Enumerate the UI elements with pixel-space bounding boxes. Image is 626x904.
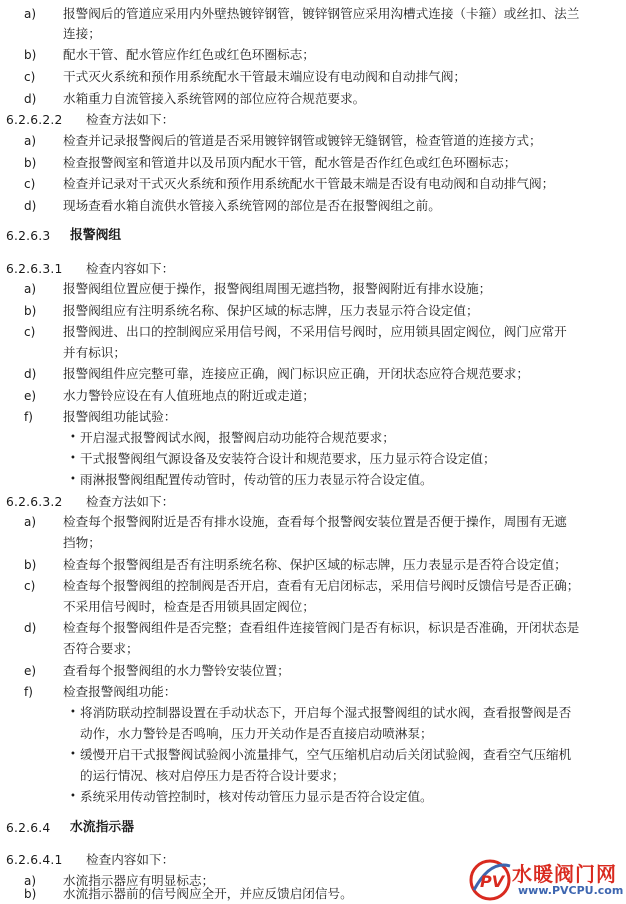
bullet-continuation (0, 724, 626, 744)
bullet-dot-icon: • (70, 791, 76, 802)
item-text: 报警阀组位置应便于操作，报警阀组周围无遮挡物，报警阀附近有排水设施； (63, 281, 492, 296)
bullet-item (0, 703, 626, 723)
list-item (0, 322, 626, 342)
clause-title: 检查方法如下： (86, 112, 175, 127)
list-item (0, 364, 626, 384)
bullet-text: 缓慢开启干式报警阀试验阀小流量排气，空气压缩机启动后关闭试验阀，查看空气压缩机 (80, 747, 572, 762)
bullet-item (0, 428, 626, 448)
item-text: 报警阀进、出口的控制阀应采用信号阀，不采用信号阀时，应用锁具固定阀位，阀门应常开 (63, 324, 567, 339)
list-item (0, 555, 626, 575)
logo-letters: PV (480, 872, 505, 891)
pv-logo-icon (468, 856, 514, 904)
item-text: 检查并记录报警阀后的管道是否采用镀锌钢管或镀锌无缝钢管，检查管道的连接方式； (63, 133, 542, 148)
list-item (0, 196, 626, 216)
clause-heading (0, 259, 626, 279)
list-item (0, 512, 626, 532)
section-title: 报警阀组 (70, 228, 122, 243)
item-marker: a) (24, 515, 37, 529)
item-marker: e) (24, 664, 37, 678)
item-text: 报警阀组功能试验： (63, 409, 177, 424)
list-item (0, 174, 626, 194)
item-marker: d) (24, 199, 37, 213)
item-text: 检查报警阀组功能： (63, 684, 177, 699)
clause-title: 检查内容如下： (86, 852, 175, 867)
item-marker: c) (24, 325, 36, 339)
item-marker: b) (24, 156, 37, 170)
item-text: 干式灭火系统和预作用系统配水干管最末端应设有电动阀和自动排气阀； (63, 69, 466, 84)
item-text: 报警阀组件应完整可靠，连接应正确，阀门标识应正确，开闭状态应符合规范要求； (63, 366, 529, 381)
bullet-dot-icon: • (70, 432, 76, 443)
item-text: 检查每个报警阀组的控制阀是否开启，查看有无启闭标志，采用信号阀时反馈信号是否正确； (63, 578, 580, 593)
item-marker: f) (24, 410, 33, 424)
item-marker: f) (24, 685, 33, 699)
list-item-continuation (0, 597, 626, 617)
item-marker: a) (24, 874, 37, 888)
site-url: www.PVCPU.com (518, 884, 624, 897)
site-name: 水暖阀门网 (512, 862, 617, 886)
list-item-continuation (0, 24, 626, 44)
item-marker: b) (24, 887, 37, 901)
item-text: 报警阀组应有注明系统名称、保护区域的标志牌，压力表显示符合设定值； (63, 303, 479, 318)
item-marker: b) (24, 304, 37, 318)
bullet-item (0, 449, 626, 469)
item-text: 检查报警阀室和管道井以及吊顶内配水干管，配水管是否作红色或红色环圈标志； (63, 155, 517, 170)
clause-heading (0, 110, 626, 130)
clause-number: 6.2.6.2.2 (6, 113, 63, 127)
section-heading (0, 818, 626, 838)
item-text: 配水干管、配水管应作红色或红色环圈标志； (63, 47, 315, 62)
bullet-item (0, 470, 626, 490)
bullet-dot-icon: • (70, 749, 76, 760)
bullet-text: 将消防联动控制器设置在手动状态下，开启每个湿式报警阀组的试水阀，查看报警阀是否 (80, 705, 572, 720)
item-text: 并有标识； (63, 345, 126, 360)
bullet-text: 动作，水力警铃是否鸣响，压力开关动作是否直接启动喷淋泵； (80, 726, 433, 741)
item-text: 水流指示器前的信号阀应全开，并应反馈启闭信号。 (63, 886, 353, 901)
list-item-continuation (0, 343, 626, 363)
item-marker: a) (24, 7, 37, 21)
bullet-text: 的运行情况、核对启停压力是否符合设计要求； (80, 768, 345, 783)
clause-number: 6.2.6.3.1 (6, 262, 63, 276)
bullet-dot-icon: • (70, 707, 76, 718)
watermark-logo (468, 856, 626, 904)
list-item (0, 576, 626, 596)
item-text: 现场查看水箱自流供水管接入系统管网的部位是否在报警阀组之前。 (63, 198, 441, 213)
item-marker: d) (24, 367, 37, 381)
section-heading (0, 226, 626, 246)
list-item (0, 407, 626, 427)
list-item (0, 301, 626, 321)
item-text: 挡物； (63, 535, 101, 550)
list-item (0, 279, 626, 299)
bullet-item (0, 787, 626, 807)
clause-number: 6.2.6.4.1 (6, 853, 63, 867)
list-item (0, 386, 626, 406)
list-item (0, 89, 626, 109)
section-number: 6.2.6.4 (6, 821, 51, 835)
item-text: 检查每个报警阀附近是否有排水设施，查看每个报警阀安装位置是否便于操作，周围有无遮 (63, 514, 567, 529)
item-marker: c) (24, 579, 36, 593)
item-marker: c) (24, 70, 36, 84)
list-item (0, 153, 626, 173)
bullet-text: 开启湿式报警阀试水阀，报警阀启动功能符合规范要求； (80, 430, 395, 445)
item-marker: d) (24, 92, 37, 106)
bullet-text: 雨淋报警阀组配置传动管时，传动管的压力表显示符合设定值。 (80, 472, 433, 487)
section-number: 6.2.6.3 (6, 229, 51, 243)
item-text: 查看每个报警阀组的水力警铃安装位置； (63, 663, 290, 678)
clause-title: 检查内容如下： (86, 261, 175, 276)
bullet-item (0, 745, 626, 765)
list-item-continuation (0, 639, 626, 659)
bullet-text: 干式报警阀组气源设备及安装符合设计和规范要求，压力显示符合设定值； (80, 451, 496, 466)
item-text: 水力警铃应设在有人值班地点的附近或走道； (63, 388, 315, 403)
item-text: 连接； (63, 26, 101, 41)
item-text: 检查并记录对干式灭火系统和预作用系统配水干管最末端是否设有电动阀和自动排气阀； (63, 176, 555, 191)
clause-number: 6.2.6.3.2 (6, 495, 63, 509)
item-marker: a) (24, 282, 37, 296)
bullet-text: 系统采用传动管控制时，核对传动管压力显示是否符合设定值。 (80, 789, 433, 804)
item-marker: b) (24, 48, 37, 62)
list-item (0, 45, 626, 65)
item-marker: b) (24, 558, 37, 572)
item-text: 水箱重力自流管接入系统管网的部位应符合规范要求。 (63, 91, 366, 106)
item-marker: a) (24, 134, 37, 148)
list-item (0, 661, 626, 681)
item-text: 否符合要求； (63, 641, 139, 656)
bullet-continuation (0, 766, 626, 786)
item-text: 不采用信号阀时，检查是否用锁具固定阀位； (63, 599, 315, 614)
list-item (0, 131, 626, 151)
list-item-continuation (0, 533, 626, 553)
item-text: 报警阀后的管道应采用内外壁热镀锌钢管，镀锌钢管应采用沟槽式连接（卡箍）或丝扣、法兰 (63, 6, 580, 21)
list-item (0, 618, 626, 638)
item-marker: e) (24, 389, 37, 403)
bullet-dot-icon: • (70, 474, 76, 485)
section-title: 水流指示器 (70, 820, 134, 835)
list-item (0, 682, 626, 702)
item-text: 检查每个报警阀组是否有注明系统名称、保护区域的标志牌，压力表显示是否符合设定值； (63, 557, 567, 572)
item-marker: d) (24, 621, 37, 635)
item-marker: c) (24, 177, 36, 191)
clause-heading (0, 492, 626, 512)
list-item (0, 67, 626, 87)
bullet-dot-icon: • (70, 453, 76, 464)
item-text: 水流指示器应有明显标志； (63, 873, 215, 888)
clause-title: 检查方法如下： (86, 494, 175, 509)
list-item (0, 4, 626, 24)
item-text: 检查每个报警阀组件是否完整；查看组件连接管阀门是否有标识，标识是否准确，开闭状态是 (63, 620, 580, 635)
